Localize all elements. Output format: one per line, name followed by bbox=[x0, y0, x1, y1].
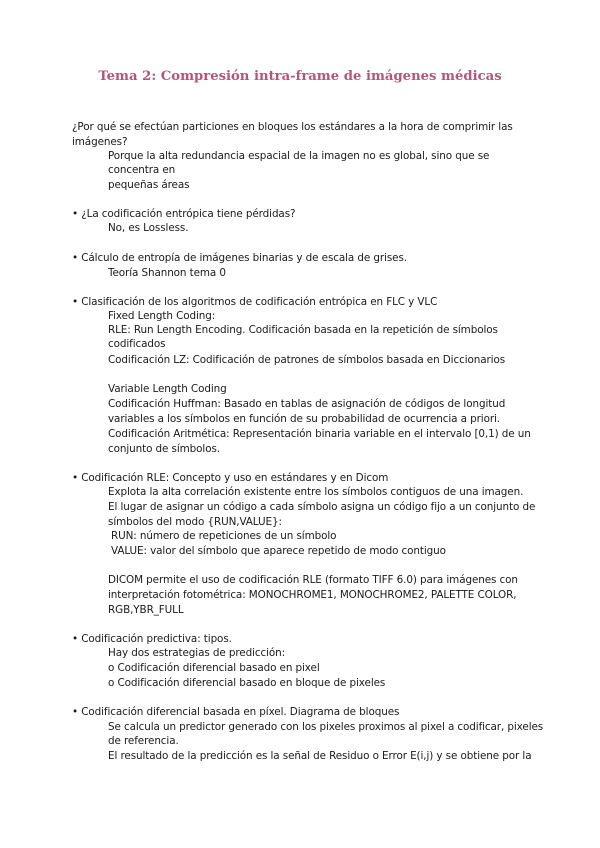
answer-4-line: codificados bbox=[108, 338, 166, 350]
answer-4-line: Fixed Length Coding: bbox=[108, 310, 216, 322]
question-4: • Clasificación de los algoritmos de codificación entrópica en FLC y VLC bbox=[72, 296, 438, 308]
question-5: • Codificación RLE: Concepto y uso en estándares y en Dicom bbox=[72, 472, 389, 484]
answer-6-line: Hay dos estrategias de predicción: bbox=[108, 647, 286, 659]
answer-4-line: RLE: Run Length Encoding. Codificación basada en la repetición de símbolos bbox=[108, 324, 498, 336]
answer-5-line: interpretación fotométrica: MONOCHROME1, MONOCHROME2, PALETTE COLOR, bbox=[108, 589, 517, 601]
answer-5-line: RGB,YBR_FULL bbox=[108, 604, 184, 616]
answer-5-line: símbolos del modo {RUN,VALUE}: bbox=[108, 516, 282, 528]
question-6: • Codificación predictiva: tipos. bbox=[72, 633, 232, 645]
question-1-cont: imágenes? bbox=[72, 136, 128, 148]
answer-4-line: Codificación Aritmética: Representación binaria variable en el intervalo [0,1) de un bbox=[108, 428, 531, 440]
answer-3: Teoría Shannon tema 0 bbox=[108, 267, 226, 279]
question-2: • ¿La codificación entrópica tiene pérdidas? bbox=[72, 208, 296, 220]
question-7: • Codificación diferencial basada en píxel. Diagrama de bloques bbox=[72, 706, 400, 718]
answer-5-line: El lugar de asignar un código a cada símbolo asigna un código fijo a un conjunto de bbox=[108, 501, 536, 513]
page-title: Tema 2: Compresión intra-frame de imágenes médicas bbox=[98, 69, 502, 84]
answer-5-line: DICOM permite el uso de codificación RLE (formato TIFF 6.0) para imágenes con bbox=[108, 574, 518, 586]
answer-4-line: Codificación Huffman: Basado en tablas de asignación de códigos de longitud bbox=[108, 398, 506, 410]
answer-5-line: VALUE: valor del símbolo que aparece repetido de modo contiguo bbox=[111, 545, 446, 557]
answer-2: No, es Lossless. bbox=[108, 222, 189, 234]
answer-7-line: Se calcula un predictor generado con los pixeles proximos al pixel a codificar, pixeles bbox=[108, 721, 544, 733]
answer-4-line: conjunto de símbolos. bbox=[108, 443, 220, 455]
answer-1-cont: pequeñas áreas bbox=[108, 179, 190, 191]
answer-4-line: variables a los símbolos en función de su probabilidad de ocurrencia a priori. bbox=[108, 413, 500, 425]
answer-4-line: Variable Length Coding bbox=[108, 383, 227, 395]
answer-5-line: Explota la alta correlación existente entre los símbolos contiguos de una imagen. bbox=[108, 486, 524, 498]
answer-1-cont: concentra en bbox=[108, 164, 176, 176]
question-1: ¿Por qué se efectúan particiones en bloques los estándares a la hora de comprimir las bbox=[72, 121, 513, 133]
answer-5-line: RUN: número de repeticiones de un símbolo bbox=[111, 530, 337, 542]
answer-4-line: Codificación LZ: Codificación de patrones de símbolos basada en Diccionarios bbox=[108, 354, 506, 366]
answer-7-line: El resultado de la predicción es la señal de Residuo o Error E(i,j) y se obtiene por la bbox=[108, 750, 532, 762]
answer-6-line: o Codificación diferencial basado en bloque de pixeles bbox=[108, 677, 386, 689]
answer-6-line: o Codificación diferencial basado en pixel bbox=[108, 662, 320, 674]
answer-7-line: de referencia. bbox=[108, 735, 179, 747]
answer-1: Porque la alta redundancia espacial de la imagen no es global, sino que se bbox=[108, 150, 490, 162]
question-3: • Cálculo de entropía de imágenes binarias y de escala de grises. bbox=[72, 252, 407, 264]
